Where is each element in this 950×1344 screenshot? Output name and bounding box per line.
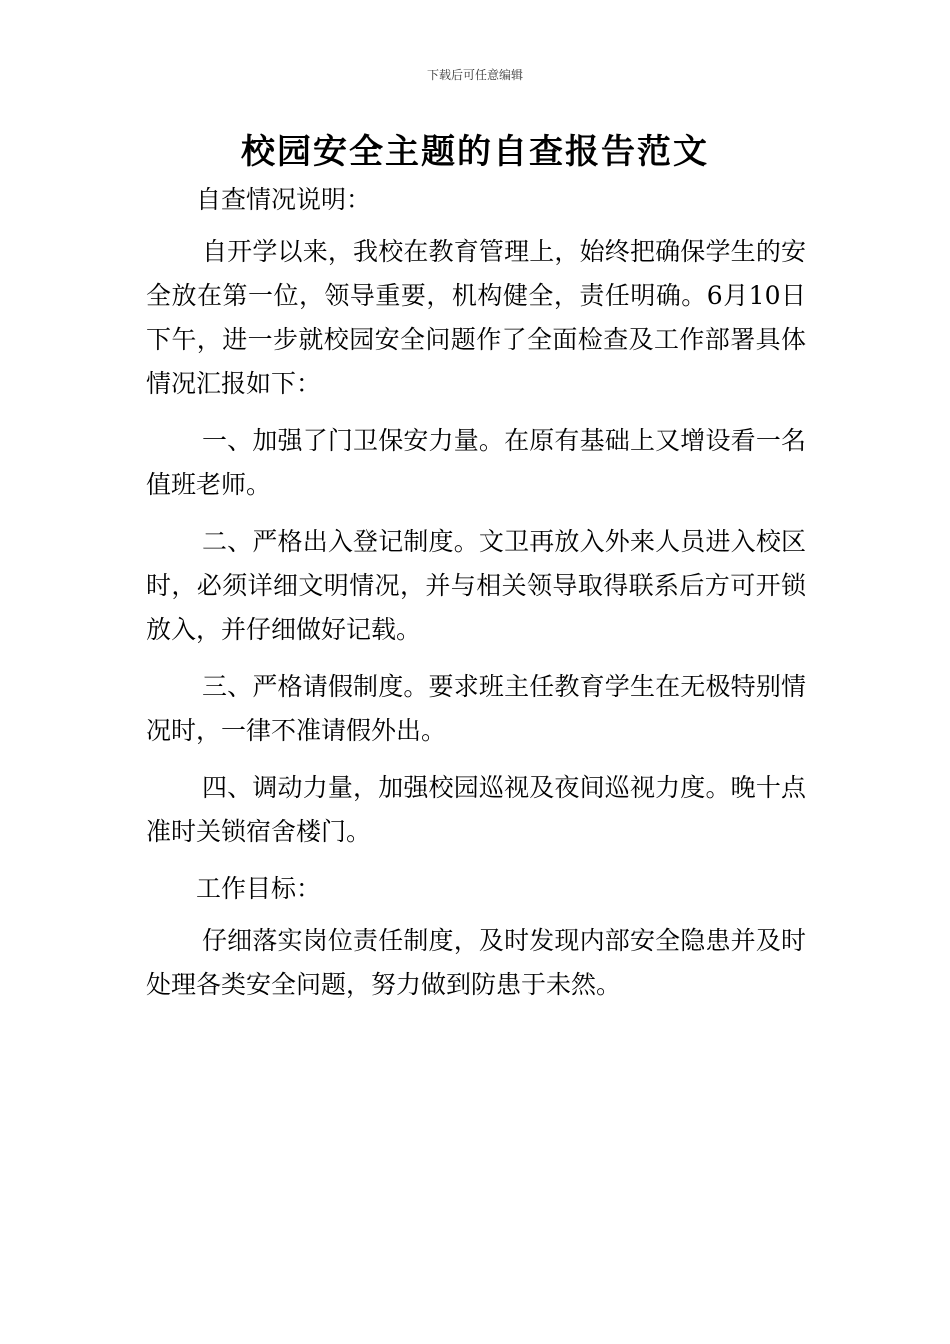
section-label-self-check: 自查情况说明： bbox=[196, 185, 372, 214]
goal-paragraph: 仔细落实岗位责任制度，及时发现内部安全隐患并及时处理各类安全问题，努力做到防患于未然。 bbox=[146, 926, 806, 999]
header-note: 下载后可任意编辑 bbox=[426, 68, 523, 82]
item-paragraph-1: 一、加强了门卫保安力量。在原有基础上又增设看一名值班老师。 bbox=[146, 426, 806, 499]
document-body bbox=[146, 178, 806, 1007]
intro-paragraph: 自开学以来，我校在教育管理上，始终把确保学生的安全放在第一位，领导重要，机构健全，责任明确。6月10日下午，进一步就校园安全问题作了全面检查及工作部署具体情况汇报如下： bbox=[146, 237, 806, 398]
item-paragraph-2: 二、严格出入登记制度。文卫再放入外来人员进入校区时，必须详细文明情况，并与相关领导取得联系后方可开锁放入，并仔细做好记载。 bbox=[146, 527, 806, 644]
document-title: 校园安全主题的自查报告范文 bbox=[241, 132, 709, 172]
item-paragraph-4: 四、调动力量，加强校园巡视及夜间巡视力度。晚十点准时关锁宿舍楼门。 bbox=[146, 773, 806, 846]
item-paragraph-3: 三、严格请假制度。要求班主任教育学生在无极特别情况时，一律不准请假外出。 bbox=[146, 672, 806, 745]
section-label-goals: 工作目标： bbox=[196, 874, 322, 903]
